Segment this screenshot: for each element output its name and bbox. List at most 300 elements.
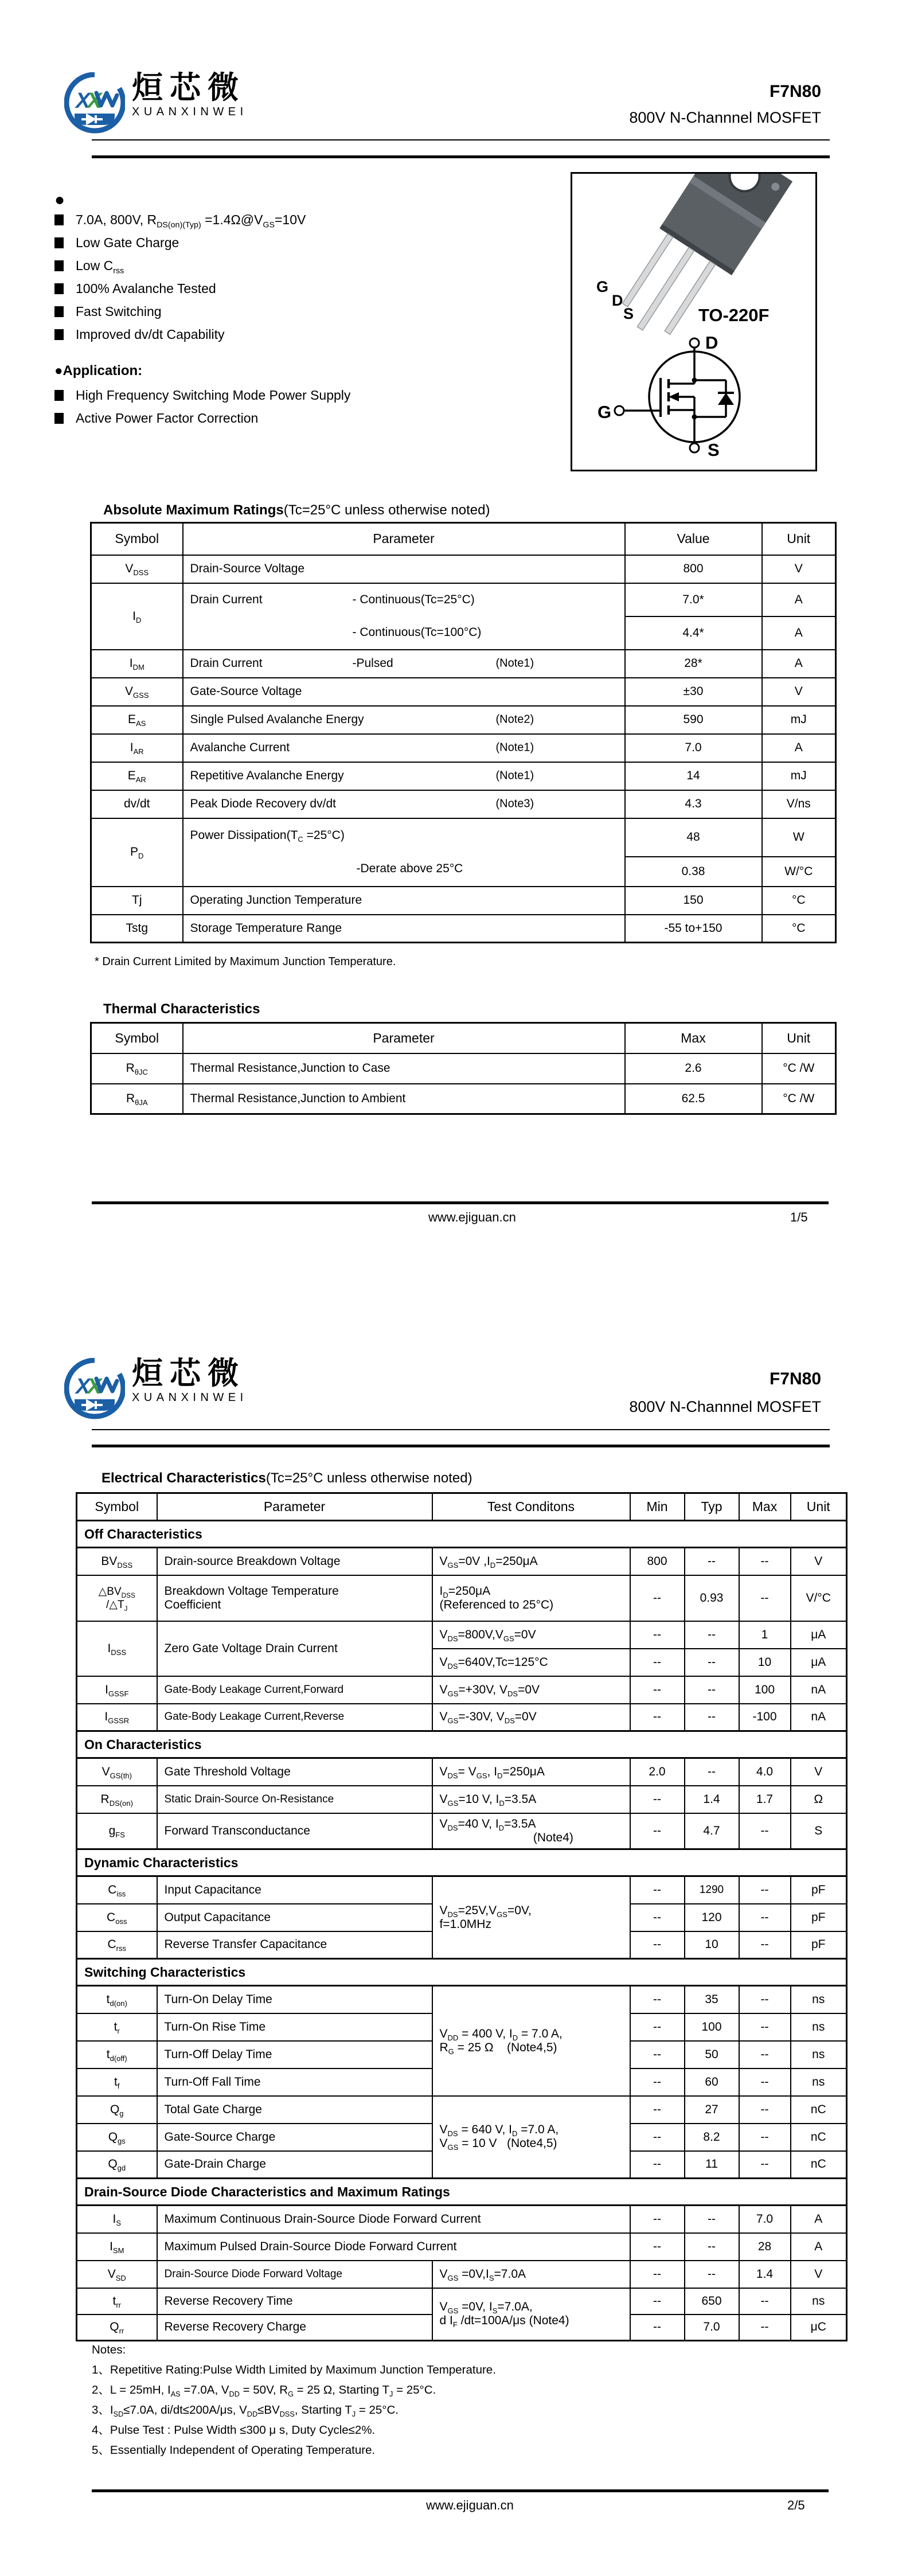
section-title: Drain-Source Diode Characteristics and Maximum Ratings	[77, 2179, 847, 2206]
parameter-text: -Derate above 25°C	[356, 862, 463, 875]
brand-logo	[64, 1355, 248, 1420]
min-cell: --	[630, 1621, 685, 1649]
value-cell: 0.38	[625, 857, 762, 887]
min-cell: --	[630, 2151, 685, 2179]
table-row	[77, 1676, 847, 1704]
table-row	[77, 1575, 847, 1621]
footer-url: www.ejiguan.cn	[428, 1210, 516, 1224]
table-row	[77, 2233, 847, 2261]
brand-name-cn: 烜芯微	[132, 1355, 245, 1391]
symbol-cell: $R_{\theta JC}$	[91, 1053, 183, 1084]
package-box	[571, 172, 817, 471]
symbol-cell: $Q_{gs}$	[77, 2124, 157, 2151]
header-cell: Typ	[685, 1493, 739, 1521]
header-rule-thin	[92, 139, 830, 140]
unit-cell: V	[762, 555, 836, 583]
header-cell: Test Conditons	[432, 1493, 630, 1521]
table-row	[77, 2288, 847, 2315]
svg-text:X: X	[76, 89, 91, 113]
square-bullet-icon	[54, 214, 64, 225]
features-list	[54, 212, 306, 350]
symbol-cell: $Q_{rr}$	[77, 2315, 157, 2341]
parameter-cell	[183, 706, 625, 734]
min-cell: --	[630, 1649, 685, 1676]
parameter-cell: Drain-Source Diode Forward Voltage	[157, 2261, 432, 2288]
table-row	[91, 790, 836, 818]
typ-cell: 100	[685, 2013, 739, 2041]
min-cell: --	[630, 2124, 685, 2151]
min-cell: --	[630, 1876, 685, 1904]
parameter-cell	[183, 762, 625, 790]
parameter-label: Drain Current	[190, 657, 263, 670]
max-cell: --	[739, 2315, 791, 2341]
symbol-cell: $t_{d(off)}$	[77, 2041, 157, 2068]
parameter-cell: Static Drain-Source On-Resistance	[157, 1786, 432, 1813]
value-cell: ±30	[625, 678, 762, 706]
parameter-cell: Gate-Body Leakage Current,Reverse	[157, 1704, 432, 1731]
brand-logo-icon	[64, 72, 125, 134]
symbol-cell: $R_{DS(on)}$	[77, 1786, 157, 1813]
table-row	[77, 1986, 847, 2013]
parameter-cell: Operating Junction Temperature	[183, 887, 625, 915]
header-cell: Symbol	[77, 1493, 157, 1521]
footer-page-number: 1/5	[790, 1210, 808, 1224]
unit-cell: V	[791, 1548, 847, 1575]
table-row	[91, 915, 836, 943]
symbol-label-s: S	[708, 440, 720, 460]
symbol-cell: $I_{DM}$	[91, 650, 183, 678]
unit-cell: ns	[791, 2288, 847, 2315]
symbol-cell: $t_r$	[77, 2013, 157, 2041]
footer-rule	[92, 1201, 829, 1204]
table-row	[91, 555, 836, 583]
min-cell: --	[630, 1786, 685, 1813]
parameter-cell: Gate-Body Leakage Current,Forward	[157, 1676, 432, 1704]
parameter-text: Power $Dissipation(T_C =25^\circ C)$	[190, 829, 345, 844]
symbol-cell: $R_{\theta JA}$	[91, 1084, 183, 1114]
symbol-cell: dv/dt	[91, 790, 183, 818]
table-row	[77, 2206, 847, 2233]
header-cell: Symbol	[91, 523, 183, 555]
parameter-cond: - Continuous(Tc=25°C)	[352, 593, 475, 606]
unit-cell: nC	[791, 2151, 847, 2179]
min-cell: --	[630, 2233, 685, 2261]
max-cell: 28	[739, 2233, 791, 2261]
unit-cell: A	[762, 583, 836, 616]
symbol-cell: $Q_g$	[77, 2096, 157, 2124]
condition-cell: $V_{DS} = 640$ V, $I_D =7.0$ A, $V_{GS} = 10$ V (Note4,5)	[432, 2096, 630, 2179]
parameter-cell	[183, 818, 625, 887]
table-row	[77, 1704, 847, 1731]
header-rule-thick	[92, 1445, 830, 1447]
value-cell: -55 to+150	[625, 915, 762, 943]
table-row	[91, 1084, 836, 1114]
min-cell: --	[630, 1704, 685, 1731]
abs-max-title-note: (Tc=25°C unless otherwise noted)	[283, 502, 490, 518]
max-cell: --	[739, 2068, 791, 2096]
part-subtitle: 800V N-Channnel MOSFET	[629, 1398, 821, 1415]
header-cell: Min	[630, 1493, 685, 1521]
max-cell: 4.0	[739, 1758, 791, 1786]
application-list	[54, 388, 350, 434]
typ-cell: --	[685, 1704, 739, 1731]
min-cell: --	[630, 1575, 685, 1621]
parameter-cell: Input Capacitance	[157, 1876, 432, 1904]
feature-item	[54, 258, 306, 274]
typ-cell: 0.93	[685, 1575, 739, 1621]
max-cell: --	[739, 1876, 791, 1904]
parameter-cell	[183, 650, 625, 678]
feature-text: Low Gate Charge	[76, 235, 179, 250]
part-number: F7N80	[769, 1369, 821, 1388]
typ-cell: --	[685, 1758, 739, 1786]
header-cell: Unit	[762, 1023, 836, 1053]
header-cell: Unit	[791, 1493, 847, 1521]
typ-cell: 11	[685, 2151, 739, 2179]
table-row	[91, 818, 836, 857]
note-ref: (Note3)	[495, 797, 534, 810]
value-cell: 590	[625, 706, 762, 734]
feature-text: Low $C_{rss}$	[76, 258, 124, 276]
section-row	[77, 1849, 847, 1876]
header-rule-thin	[92, 1429, 830, 1430]
parameter-cell: Turn-Off Fall Time	[157, 2068, 432, 2096]
unit-cell: μA	[791, 1649, 847, 1676]
header-rule-thick	[92, 155, 830, 158]
unit-cell: ns	[791, 2068, 847, 2096]
typ-cell: 4.7	[685, 1813, 739, 1849]
application-heading: ●Application:	[54, 363, 143, 378]
typ-cell: 1.4	[685, 1786, 739, 1813]
parameter-cell: Turn-Off Delay Time	[157, 2041, 432, 2068]
min-cell: --	[630, 2013, 685, 2041]
table-header-row	[91, 523, 836, 555]
typ-cell: 10	[685, 1931, 739, 1959]
section-row	[77, 1521, 847, 1548]
value-cell: 14	[625, 762, 762, 790]
elec-table	[76, 1492, 847, 2341]
unit-cell: °C /W	[762, 1053, 836, 1084]
brand-name-cn: 烜芯微	[132, 69, 245, 106]
unit-cell: °C	[762, 887, 836, 915]
max-cell: 7.0	[739, 2206, 791, 2233]
typ-cell: --	[685, 2233, 739, 2261]
parameter-cell: Maximum Continuous Drain-Source Diode Forward Current	[157, 2206, 630, 2233]
feature-text: 100% Avalanche Tested	[76, 281, 216, 296]
unit-cell: S	[791, 1813, 847, 1849]
symbol-cell: $C_{oss}$	[77, 1904, 157, 1931]
min-cell: --	[630, 2206, 685, 2233]
symbol-cell: $I_{AR}$	[91, 734, 183, 762]
unit-cell: A	[762, 650, 836, 678]
svg-text:X: X	[76, 1375, 91, 1399]
unit-cell: mJ	[762, 706, 836, 734]
table-row	[77, 1621, 847, 1649]
section-row	[77, 1731, 847, 1758]
parameter-cell: Total Gate Charge	[157, 2096, 432, 2124]
max-cell: --	[739, 1575, 791, 1621]
table-row	[91, 706, 836, 734]
table-header-row	[77, 1493, 847, 1521]
unit-cell: V	[791, 2261, 847, 2288]
symbol-cell: $g_{FS}$	[77, 1813, 157, 1849]
max-cell: --	[739, 1904, 791, 1931]
feature-text: Improved dv/dt Capability	[76, 327, 225, 342]
unit-cell: W/°C	[762, 857, 836, 887]
max-cell: --	[739, 2041, 791, 2068]
typ-cell: 1290	[685, 1876, 739, 1904]
symbol-cell: $\triangle BV_{DSS}$ $/\triangle T_J$	[77, 1575, 157, 1621]
parameter-cell	[183, 583, 625, 650]
table-row	[91, 583, 836, 616]
part-number: F7N80	[769, 82, 821, 101]
unit-cell: ns	[791, 1986, 847, 2013]
section-title: Dynamic Characteristics	[77, 1849, 847, 1876]
max-cell: --	[739, 2096, 791, 2124]
symbol-cell: $BV_{DSS}$	[77, 1548, 157, 1575]
max-cell: --	[739, 1813, 791, 1849]
square-bullet-icon	[54, 260, 64, 271]
parameter-text: Single Pulsed Avalanche Energy	[190, 713, 364, 726]
symbol-cell: $E_{AS}$	[91, 706, 183, 734]
pin-label-d: D	[612, 292, 623, 309]
pin-label-s: S	[623, 305, 634, 322]
note-item: 2、L = 25mH, $I_{AS} =7.0A$, $V_{DD} = 50V$, $R_G = 25$ Ω, Starting $T_J = 25^\circ C$.	[92, 2383, 436, 2399]
table-row	[77, 1813, 847, 1849]
square-bullet-icon	[54, 283, 64, 294]
feature-item	[54, 235, 306, 251]
min-cell: 800	[630, 1548, 685, 1575]
parameter-cell	[183, 790, 625, 818]
condition-cell: $V_{DS}=640V,Tc=125^\circ C$	[432, 1649, 630, 1676]
symbol-cell: $t_f$	[77, 2068, 157, 2096]
unit-cell: V/ns	[762, 790, 836, 818]
footer-url: www.ejiguan.cn	[426, 2498, 514, 2512]
section-row	[77, 1959, 847, 1986]
parameter-text: Avalanche Current	[190, 741, 290, 754]
max-cell: --	[739, 1931, 791, 1959]
parameter-cell: Gate-Source Voltage	[183, 678, 625, 706]
min-cell: --	[630, 2068, 685, 2096]
header-cell: Unit	[762, 523, 836, 555]
notes-block	[92, 2340, 496, 2460]
symbol-cell: $P_D$	[91, 818, 183, 887]
parameter-cell: Drain-source Breakdown Voltage	[157, 1548, 432, 1575]
condition-cell: $V_{GS}=-30V$, $V_{DS}=0V$	[432, 1704, 630, 1731]
condition-cell: $I_D=250\mu A$ (Referenced to 25°C)	[432, 1575, 630, 1621]
max-cell: 10	[739, 1649, 791, 1676]
unit-cell: °C	[762, 915, 836, 943]
table-row	[91, 1053, 836, 1084]
application-item	[54, 411, 350, 426]
unit-cell: A	[762, 616, 836, 650]
svg-text:X: X	[87, 1375, 102, 1399]
parameter-cell: Storage Temperature Range	[183, 915, 625, 943]
condition-cell: $V_{DS}=40$ V, $I_D=3.5A$ (Note4)	[432, 1813, 630, 1849]
parameter-cell: Reverse Transfer Capacitance	[157, 1931, 432, 1959]
symbol-label-d: D	[705, 333, 718, 353]
parameter-cell: Turn-On Rise Time	[157, 2013, 432, 2041]
typ-cell: --	[685, 2206, 739, 2233]
condition-cell: $V_{GS}=+30V$, $V_{DS}=0V$	[432, 1676, 630, 1704]
header-cell: Symbol	[91, 1023, 183, 1053]
max-cell: --	[739, 2124, 791, 2151]
note-ref: (Note2)	[495, 713, 534, 726]
unit-cell: pF	[791, 1876, 847, 1904]
unit-cell: pF	[791, 1904, 847, 1931]
parameter-cell: Gate-Source Charge	[157, 2124, 432, 2151]
elec-title-bold: Electrical Characteristics	[101, 1470, 266, 1486]
condition-cell: $V_{DS}=800V,V_{GS}=0V$	[432, 1621, 630, 1649]
feature-item	[54, 304, 306, 319]
footer-rule	[92, 2489, 829, 2492]
unit-cell: A	[762, 734, 836, 762]
min-cell: --	[630, 2041, 685, 2068]
parameter-cell: Breakdown Voltage Temperature Coefficient	[157, 1575, 432, 1621]
feature-item	[54, 281, 306, 296]
value-cell: 800	[625, 555, 762, 583]
feature-item	[54, 212, 306, 228]
unit-cell: A	[791, 2233, 847, 2261]
application-text: High Frequency Switching Mode Power Supply	[76, 388, 351, 403]
header-cell: Parameter	[183, 523, 625, 555]
max-cell: --	[739, 1548, 791, 1575]
square-bullet-icon	[54, 237, 64, 248]
brand-name-en: XUANXINWEI	[132, 1391, 248, 1404]
parameter-cell: Forward Transconductance	[157, 1813, 432, 1849]
value-cell: 150	[625, 887, 762, 915]
package-illustration	[572, 174, 815, 470]
note-item: 3、$I_{SD}\le 7.0A$, di/dt≤200A/μs, $V_{DD}\le BV_{DSS}$, Starting $T_J = 25^\circ C$.	[92, 2403, 399, 2419]
max-cell: 1.4	[739, 2261, 791, 2288]
min-cell: --	[630, 1904, 685, 1931]
condition-cell: $V_{DS}=25V,V_{GS}=0V$, f=1.0MHz	[432, 1876, 630, 1959]
typ-cell: 60	[685, 2068, 739, 2096]
parameter-cell: Reverse Recovery Charge	[157, 2315, 432, 2341]
table-row	[77, 2096, 847, 2124]
note-ref: (Note1)	[495, 741, 534, 754]
square-bullet-icon	[54, 413, 64, 424]
table-row	[77, 1786, 847, 1813]
unit-cell: μC	[791, 2315, 847, 2341]
max-cell: --	[739, 2288, 791, 2315]
note-ref: (Note1)	[495, 769, 534, 782]
parameter-cell: Output Capacitance	[157, 1904, 432, 1931]
application-item	[54, 388, 350, 403]
symbol-cell: $E_{AR}$	[91, 762, 183, 790]
unit-cell: nC	[791, 2096, 847, 2124]
notes-heading: Notes:	[92, 2343, 126, 2356]
min-cell: 2.0	[630, 1758, 685, 1786]
package-3d-image	[608, 174, 792, 354]
symbol-cell: $t_{d(on)}$	[77, 1986, 157, 2013]
part-subtitle: 800V N-Channnel MOSFET	[629, 109, 821, 126]
min-cell: --	[630, 2315, 685, 2341]
elec-title	[101, 1470, 472, 1486]
note-ref: (Note1)	[495, 657, 534, 670]
typ-cell: 120	[685, 1904, 739, 1931]
symbol-cell: Tstg	[91, 915, 183, 943]
unit-cell: V	[762, 678, 836, 706]
min-cell: --	[630, 1676, 685, 1704]
svg-text:X: X	[87, 89, 102, 113]
symbol-cell: $Q_{gd}$	[77, 2151, 157, 2179]
abs-max-title	[103, 502, 490, 518]
table-row	[77, 2261, 847, 2288]
symbol-cell: $C_{iss}$	[77, 1876, 157, 1904]
typ-cell: --	[685, 1649, 739, 1676]
symbol-cell: $I_{GSSR}$	[77, 1704, 157, 1731]
parameter-label: Drain Current	[190, 593, 263, 606]
unit-cell: W	[762, 818, 836, 857]
symbol-cell: $I_{DSS}$	[77, 1621, 157, 1676]
unit-cell: Ω	[791, 1786, 847, 1813]
min-cell: --	[630, 1931, 685, 1959]
max-cell: 1	[739, 1621, 791, 1649]
symbol-cell: $I_D$	[91, 583, 183, 650]
section-title: On Characteristics	[77, 1731, 847, 1758]
header-cell: Parameter	[157, 1493, 432, 1521]
feature-item	[54, 327, 306, 342]
square-bullet-icon	[54, 329, 64, 340]
unit-cell: V/°C	[791, 1575, 847, 1621]
min-cell: --	[630, 2288, 685, 2315]
max-cell: --	[739, 1986, 791, 2013]
table-row	[77, 1758, 847, 1786]
parameter-cell: Zero Gate Voltage Drain Current	[157, 1621, 432, 1676]
value-cell: 28*	[625, 650, 762, 678]
feature-text: Fast Switching	[76, 304, 162, 319]
parameter-cond: - Continuous(Tc=100°C)	[352, 626, 482, 639]
min-cell: --	[630, 1986, 685, 2013]
abs-max-table	[90, 522, 837, 943]
parameter-cell: Reverse Recovery Time	[157, 2288, 432, 2315]
value-cell: 4.3	[625, 790, 762, 818]
brand-logo	[64, 69, 248, 134]
header-cell: Max	[625, 1023, 762, 1053]
max-cell: -100	[739, 1704, 791, 1731]
parameter-cell: Drain-Source Voltage	[183, 555, 625, 583]
unit-cell: pF	[791, 1931, 847, 1959]
condition-cell: $V_{GS} =0V,I_S=7.0A$	[432, 2261, 630, 2288]
pin-label-g: G	[596, 278, 609, 295]
parameter-text: Peak Diode Recovery dv/dt	[190, 797, 336, 810]
typ-cell: 8.2	[685, 2124, 739, 2151]
unit-cell: nA	[791, 1704, 847, 1731]
brand-logo-icon	[64, 1358, 125, 1420]
mosfet-symbol	[615, 338, 740, 452]
square-bullet-icon	[54, 306, 64, 317]
table-row	[77, 1876, 847, 1904]
parameter-cell: Turn-On Delay Time	[157, 1986, 432, 2013]
typ-cell: --	[685, 1548, 739, 1575]
condition-cell: $V_{DS}= V_{GS}$, $I_D=250\mu A$	[432, 1758, 630, 1786]
condition-cell: $V_{GS}=0V$ $,I_D=250\mu A$	[432, 1548, 630, 1575]
parameter-text: Repetitive Avalanche Energy	[190, 769, 344, 782]
unit-cell: nA	[791, 1676, 847, 1704]
table-header-row	[91, 1023, 836, 1053]
thermal-table	[90, 1022, 837, 1115]
feature-text: 7.0A, 800V, $R_{DS(on)(Typ)}$ $=1.4\Omega@V_{GS}=10V$	[76, 212, 306, 230]
typ-cell: --	[685, 2261, 739, 2288]
min-cell: --	[630, 1813, 685, 1849]
max-cell: 1.7	[739, 1786, 791, 1813]
typ-cell: 35	[685, 1986, 739, 2013]
symbol-label-g: G	[597, 402, 612, 422]
symbol-cell: Tj	[91, 887, 183, 915]
table-row	[91, 762, 836, 790]
section-title: Switching Characteristics	[77, 1959, 847, 1986]
